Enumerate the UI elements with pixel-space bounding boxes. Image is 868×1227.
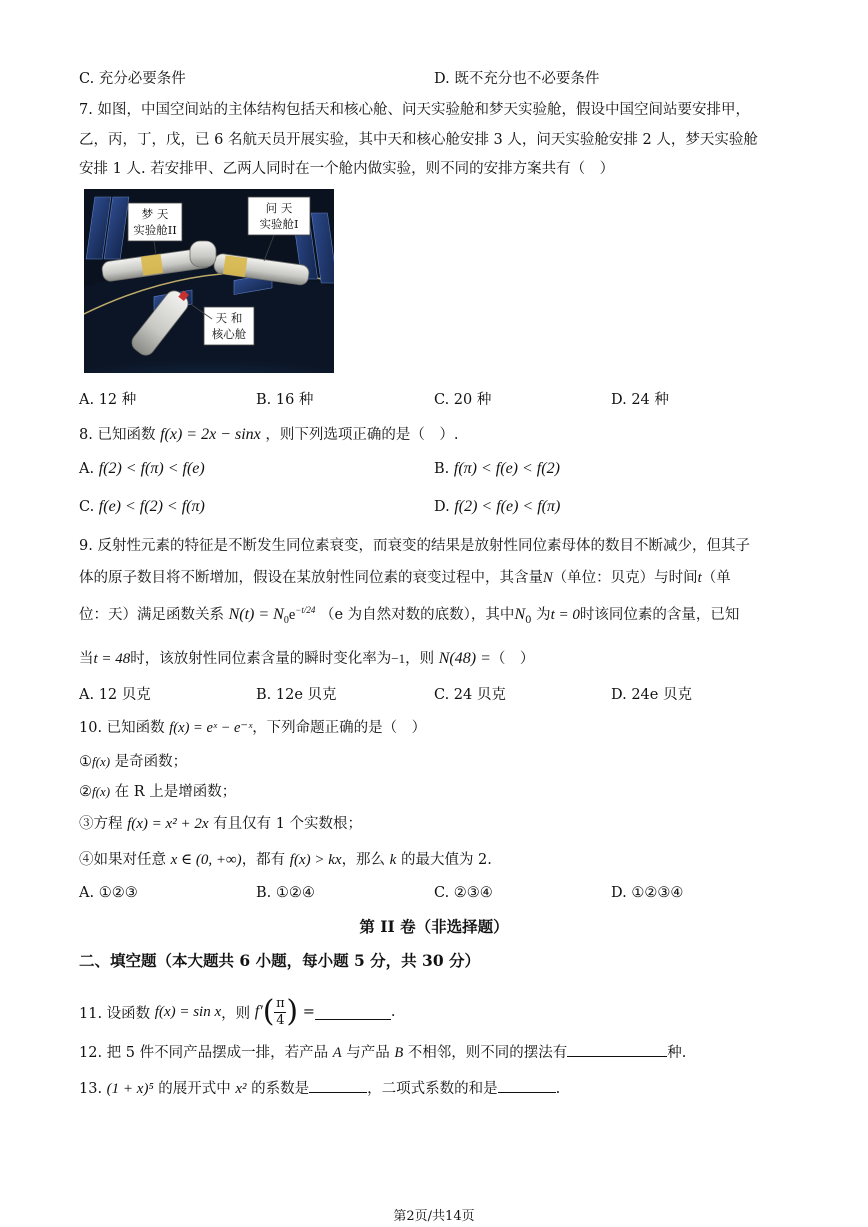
q11-right-paren: ) xyxy=(286,994,299,1029)
q7-option-d: D. 24 种 xyxy=(611,392,669,408)
q9-option-a: A. 12 贝克 xyxy=(79,687,151,703)
q9-formula-e: e xyxy=(288,607,296,623)
q10-s2-post: 在 R 上是增函数； xyxy=(114,784,237,800)
q10-s2-pre: ② xyxy=(79,784,92,800)
q10-statement-2 xyxy=(79,780,799,801)
q11-frac-num: π xyxy=(276,995,285,1011)
q10-stem xyxy=(79,716,799,737)
q7-option-a: A. 12 种 xyxy=(79,392,137,408)
q13-mid: 的展开式中 xyxy=(158,1081,231,1097)
q9-line4 xyxy=(79,647,799,668)
q10-option-c: C. ②③④ xyxy=(434,885,493,901)
q8-option-b-expr: f(π) < f(e) < f(2) xyxy=(453,460,560,477)
q9-t48: t = 48 xyxy=(93,651,131,667)
q10-option-b: B. ①②④ xyxy=(256,885,315,901)
q9-line1: 9. 反射性元素的特征是不断发生同位素衰变，而衰变的结果是放射性同位素母体的数目不断减少，但其子 xyxy=(79,538,750,554)
q10-s2-func: f(x) xyxy=(92,784,111,799)
q10-s3-post: 有且仅有 1 个实数根； xyxy=(213,816,363,832)
q9-n0: N xyxy=(514,606,526,623)
q11-fraction xyxy=(274,996,286,1029)
q8-stem-pre: 8. 已知函数 xyxy=(79,427,156,443)
q10-stem-post: ，下列命题正确的是（ ） xyxy=(252,720,427,736)
q8-option-c xyxy=(79,498,205,516)
q8-option-c-expr: f(e) < f(2) < f(π) xyxy=(98,498,205,515)
section2-title: 二、填空题（本大题共 6 小题，每小题 5 分，共 30 分） xyxy=(79,951,481,970)
q11-mid: ，则 xyxy=(221,1005,251,1022)
q10-s4-post: 的最大值为 2. xyxy=(400,852,492,868)
q11-equals: = xyxy=(302,1004,315,1020)
q12-answer-blank[interactable] xyxy=(567,1042,667,1057)
q10-s1-post: 是奇函数； xyxy=(114,754,188,770)
q9-line2 xyxy=(79,566,799,587)
q9-t0: t = 0 xyxy=(550,607,580,623)
mengtian-label-line2: 实验舱II xyxy=(133,223,177,237)
q13-binomial-sum-blank[interactable] xyxy=(498,1078,556,1093)
q8-option-d xyxy=(434,498,560,516)
q13-x-squared: x² xyxy=(235,1081,247,1097)
q11-post: . xyxy=(390,1004,396,1020)
q8-option-d-expr: f(2) < f(e) < f(π) xyxy=(454,498,561,515)
q12-mid2: 不相邻，则不同的摆法有 xyxy=(407,1045,568,1061)
q9-formula-exp: −t/24 xyxy=(295,605,316,616)
q13-expression: (1 + x)⁵ xyxy=(106,1081,154,1097)
page-footer: 第2页/共14页 xyxy=(393,1209,475,1224)
q10-s4-k: k xyxy=(389,852,397,868)
q8-option-c-label: C. xyxy=(79,499,95,515)
tianhe-label-line2: 核心舱 xyxy=(211,327,247,341)
q9-line4-mid: 时，该放射性同位素含量的瞬时变化率为 xyxy=(130,651,392,667)
q12-product-a: A xyxy=(332,1045,342,1061)
q9-n0-sub: 0 xyxy=(525,614,532,626)
q9-line3-mid: （e 为自然对数的底数），其中 xyxy=(319,607,515,623)
q10-s4-mid2: ，那么 xyxy=(341,852,386,868)
q10-s4-domain: x ∈ (0, +∞) xyxy=(170,852,242,868)
q9-rate: −1 xyxy=(391,651,406,666)
wentian-label-line1: 问 天 xyxy=(265,201,293,215)
q10-statement-4 xyxy=(79,848,799,869)
q9-option-b: B. 12e 贝克 xyxy=(256,687,337,703)
q9-line3-post: 时该同位素的含量，已知 xyxy=(579,607,740,623)
q9-formula: N(t) = N xyxy=(228,606,284,623)
q9-var-t: t xyxy=(697,570,702,586)
space-station-figure xyxy=(84,189,334,373)
q13-mid3: ，二项式系数的和是 xyxy=(367,1081,498,1097)
part2-title: 第 II 卷（非选择题） xyxy=(359,917,509,936)
q10-statement-3 xyxy=(79,812,799,833)
q9-line4-pre: 当 xyxy=(79,651,94,667)
q11-fprime: f′ xyxy=(254,1003,263,1020)
q13-post: . xyxy=(555,1081,561,1097)
q9-line2-mid: （单位：贝克）与时间 xyxy=(552,570,698,586)
q8-option-a xyxy=(79,460,205,478)
q9-option-d: D. 24e 贝克 xyxy=(611,687,692,703)
q7-line3: 安排 1 人. 若安排甲、乙两人同时在一个舱内做实验，则不同的安排方案共有（ ） xyxy=(79,161,615,177)
q7-option-c: C. 20 种 xyxy=(434,392,492,408)
q7-line2: 乙，丙，丁，戊，已 6 名航天员开展实验，其中天和核心舱安排 3 人，问天实验舱安排 2 人，梦天实验舱 xyxy=(79,132,758,148)
q8-option-b-label: B. xyxy=(434,461,450,477)
q9-line2-post: （单 xyxy=(701,570,731,586)
q8-option-b xyxy=(434,460,560,478)
q9-line4-mid2: ，则 xyxy=(405,651,435,667)
q13-coefficient-blank[interactable] xyxy=(309,1078,367,1093)
q11 xyxy=(79,990,396,1034)
tianhe-label-line1: 天 和 xyxy=(215,311,243,325)
q8-function: f(x) = 2x − sinx xyxy=(160,426,261,443)
q8-stem xyxy=(79,423,799,444)
q10-s1-func: f(x) xyxy=(92,754,111,769)
q9-line4-post: （ ） xyxy=(490,651,535,667)
q7-option-b: B. 16 种 xyxy=(256,392,314,408)
q8-option-d-label: D. xyxy=(434,499,450,515)
wentian-label-line2: 实验舱I xyxy=(259,217,299,231)
q10-s1-pre: ① xyxy=(79,754,92,770)
q8-stem-post: ，则下列选项正确的是（ ）. xyxy=(265,427,459,443)
q6-option-c: C. 充分必要条件 xyxy=(79,71,186,87)
q11-frac-den: 4 xyxy=(276,1012,285,1028)
q9-option-c: C. 24 贝克 xyxy=(434,687,506,703)
q10-options xyxy=(79,885,799,905)
q9-line3-pre: 位：天）满足函数关系 xyxy=(79,607,224,623)
q9-options xyxy=(79,683,799,703)
q7-options xyxy=(79,388,799,408)
q12-post: 种. xyxy=(667,1045,687,1061)
q10-option-d: D. ①②③④ xyxy=(611,885,684,901)
q11-answer-blank[interactable] xyxy=(315,1005,391,1020)
q10-function: f(x) = eˣ − e⁻ˣ xyxy=(169,720,253,736)
q12-mid: 与产品 xyxy=(346,1045,390,1061)
space-station-illustration xyxy=(84,189,334,373)
q10-option-a: A. ①②③ xyxy=(79,885,138,901)
q12 xyxy=(79,1041,686,1062)
mengtian-label-line1: 梦 天 xyxy=(141,207,169,221)
q7-line1: 7. 如图，中国空间站的主体结构包括天和核心舱、问天实验舱和梦天实验舱，假设中国空间站要安排甲， xyxy=(79,102,750,118)
q10-statement-1 xyxy=(79,750,799,771)
q10-stem-pre: 10. 已知函数 xyxy=(79,720,165,736)
q10-s3-eq: f(x) = x² + 2x xyxy=(127,816,209,832)
q11-left-paren: ( xyxy=(262,994,275,1029)
q10-s4-mid: ，都有 xyxy=(241,852,286,868)
q9-line2-pre: 体的原子数目将不断增加，假设在某放射性同位素的衰变过程中，其含量 xyxy=(79,570,543,586)
q8-option-a-expr: f(2) < f(π) < f(e) xyxy=(98,460,205,477)
q12-pre: 12. 把 5 件不同产品摆成一排，若产品 xyxy=(79,1045,329,1061)
q9-line3 xyxy=(79,603,799,626)
q9-formula-sub: 0 xyxy=(283,614,289,626)
q9-line3-mid2: 为 xyxy=(536,607,551,623)
q8-option-a-label: A. xyxy=(79,461,95,477)
q12-product-b: B xyxy=(394,1045,404,1061)
q10-s4-ineq: f(x) > kx xyxy=(289,852,342,868)
q10-s4-pre: ④如果对任意 xyxy=(79,852,166,868)
q9-n48: N(48) = xyxy=(438,650,491,667)
q9-var-n: N xyxy=(543,570,553,586)
q13: 13. (1 + x)⁵ 的展开式中 x² 的系数是 ，二项式系数的和是 . xyxy=(79,1077,560,1098)
q10-s3-pre: ③方程 xyxy=(79,816,123,832)
q11-pre: 11. 设函数 xyxy=(79,1005,151,1022)
q11-function: f(x) = sin x xyxy=(154,1003,222,1020)
q13-mid2: 的系数是 xyxy=(251,1081,310,1097)
q6-option-d: D. 既不充分也不必要条件 xyxy=(434,71,600,87)
